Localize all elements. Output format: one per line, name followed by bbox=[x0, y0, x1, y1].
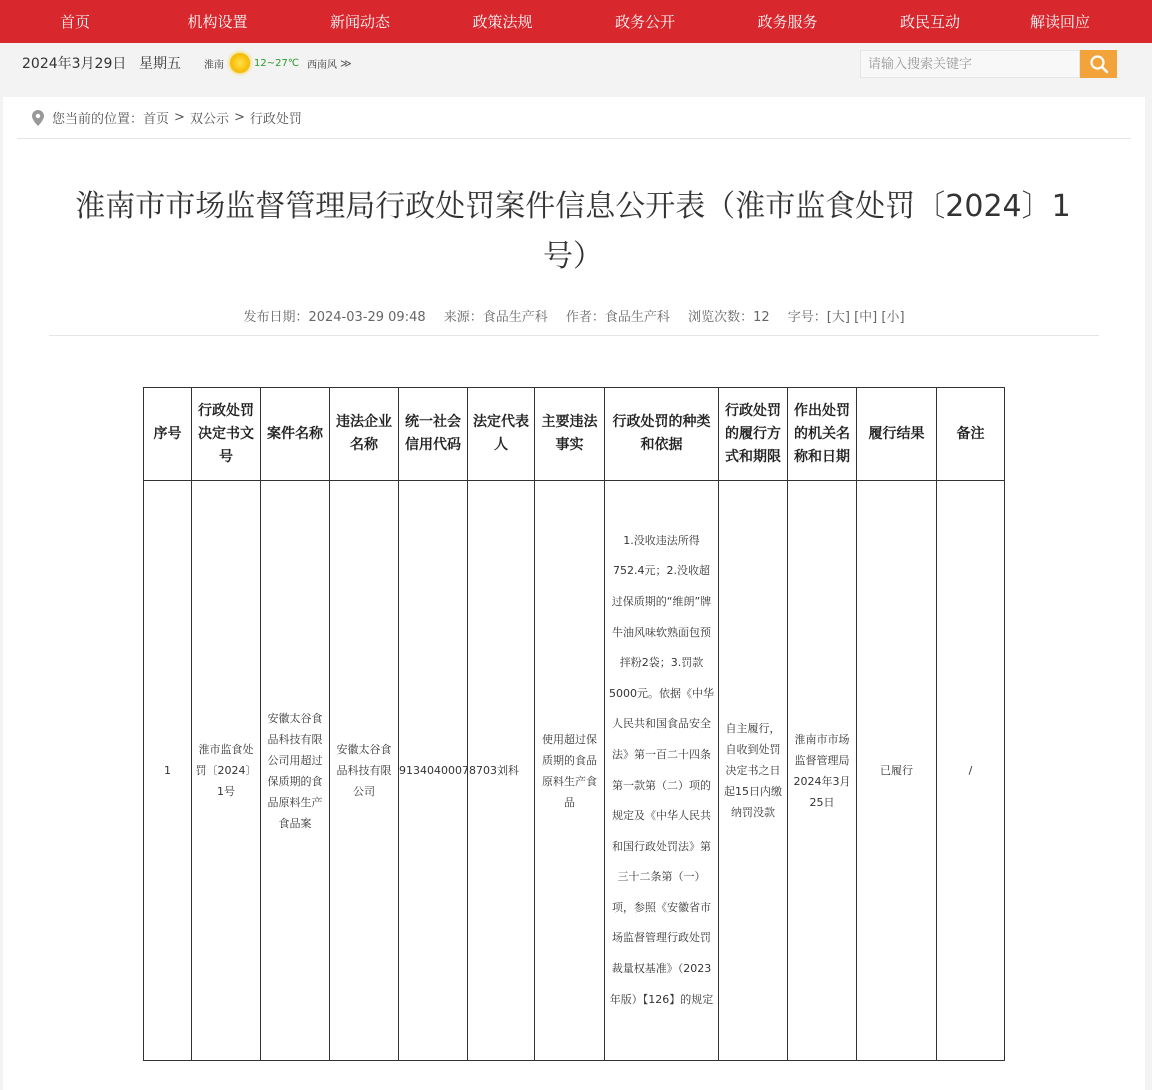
cell-credit-code: 91340400078703刘科 bbox=[399, 481, 468, 1061]
header-legal-rep: 法定代表人 bbox=[468, 388, 535, 481]
nav-item-policy[interactable]: 政策法规 bbox=[472, 13, 533, 31]
nav-item-home[interactable]: 首页 bbox=[59, 13, 90, 31]
page-title: 淮南市市场监督管理局行政处罚案件信息公开表（淮市监食处罚〔2024〕1号） bbox=[75, 189, 1071, 274]
search-input[interactable] bbox=[860, 50, 1080, 78]
breadcrumb-double-publicity[interactable]: 双公示 bbox=[189, 112, 229, 127]
article-source: 来源：食品生产科 bbox=[443, 310, 548, 325]
cell-decision-no: 淮市监食处罚〔2024〕1号 bbox=[192, 481, 261, 1061]
publish-date: 发布日期：2024-03-29 09:48 bbox=[243, 310, 426, 325]
current-weekday: 星期五 bbox=[139, 56, 181, 72]
header-remark: 备注 bbox=[937, 388, 1005, 481]
search-icon bbox=[1089, 54, 1109, 74]
header-credit-code: 统一社会信用代码 bbox=[399, 388, 468, 481]
table-row bbox=[144, 481, 1005, 1061]
breadcrumb bbox=[17, 97, 1131, 139]
cell-company: 安徽太谷食品科技有限公司 bbox=[330, 481, 399, 1061]
view-count: 浏览次数：12 bbox=[688, 310, 770, 325]
sun-icon bbox=[230, 53, 250, 73]
font-size-medium-link[interactable]: [中] bbox=[854, 310, 878, 325]
font-size-large-link[interactable]: [大] bbox=[826, 310, 850, 325]
cell-index: 1 bbox=[144, 481, 192, 1061]
cell-performance: 自主履行，自收到处罚决定书之日起15日内缴纳罚没款 bbox=[719, 481, 788, 1061]
header-facts: 主要违法事实 bbox=[535, 388, 605, 481]
nav-item-news[interactable]: 新闻动态 bbox=[329, 13, 390, 31]
header-index: 序号 bbox=[144, 388, 192, 481]
header-result: 履行结果 bbox=[857, 388, 937, 481]
header-authority: 作出处罚的机关名称和日期 bbox=[788, 388, 857, 481]
location-pin-icon bbox=[32, 110, 44, 126]
header-decision-no: 行政处罚决定书文号 bbox=[192, 388, 261, 481]
nav-item-organization[interactable]: 机构设置 bbox=[187, 13, 248, 31]
header-company: 违法企业名称 bbox=[330, 388, 399, 481]
cell-penalty: 1.没收违法所得752.4元；2.没收超过保质期的“维朗”牌牛油风味软熟面包预拌粉2袋；3.罚款5000元。依据《中华人民共和国食品安全法》第一百二十四条第一款第（二）项的规定及《中华人民共和国行政处罚法》第三十二条第（一）项，参照《安徽省市场监督管理行政处罚裁量权基准》（2023年版）【126】的规定 bbox=[605, 481, 719, 1061]
header-penalty: 行政处罚的种类和依据 bbox=[605, 388, 719, 481]
nav-item-public-affairs[interactable]: 政务公开 bbox=[614, 13, 675, 31]
content-container bbox=[3, 97, 1145, 1090]
info-bar bbox=[0, 43, 1152, 82]
search-button[interactable] bbox=[1080, 50, 1117, 78]
cell-facts: 使用超过保质期的食品原料生产食品 bbox=[535, 481, 605, 1061]
article-author: 作者：食品生产科 bbox=[565, 310, 670, 325]
current-date: 2024年3月29日 bbox=[22, 56, 127, 72]
cell-remark: / bbox=[937, 481, 1005, 1061]
breadcrumb-separator: > bbox=[174, 110, 185, 125]
cell-result: 已履行 bbox=[857, 481, 937, 1061]
font-size-small-link[interactable]: [小] bbox=[881, 310, 905, 325]
article-meta bbox=[49, 306, 1099, 325]
weather-temp: 12~27℃ bbox=[254, 57, 300, 69]
weather-more-icon[interactable]: ≫ bbox=[340, 56, 352, 70]
weather-wind: 西南风 bbox=[307, 59, 338, 71]
cell-authority: 淮南市市场监督管理局2024年3月25日 bbox=[788, 481, 857, 1061]
meta-divider bbox=[49, 335, 1099, 336]
breadcrumb-separator: > bbox=[233, 110, 245, 125]
penalty-info-table bbox=[143, 387, 1005, 1061]
breadcrumb-administrative-penalty[interactable]: 行政处罚 bbox=[249, 112, 302, 127]
breadcrumb-prefix: 您当前的位置： bbox=[52, 112, 144, 127]
cell-case-name: 安徽太谷食品科技有限公司用超过保质期的食品原料生产食品案 bbox=[261, 481, 330, 1061]
weather-city: 淮南 bbox=[204, 59, 224, 71]
nav-item-services[interactable]: 政务服务 bbox=[757, 13, 818, 31]
table-header-row bbox=[144, 388, 1005, 481]
font-size-controls bbox=[788, 310, 905, 325]
breadcrumb-home[interactable]: 首页 bbox=[143, 112, 170, 127]
nav-item-interaction[interactable]: 政民互动 bbox=[899, 13, 960, 31]
top-navigation bbox=[0, 0, 1152, 43]
font-size-label: 字号： bbox=[787, 310, 827, 325]
header-case-name: 案件名称 bbox=[261, 388, 330, 481]
header-performance: 行政处罚的履行方式和期限 bbox=[719, 388, 788, 481]
search-box bbox=[860, 50, 1117, 78]
nav-item-interpretation[interactable]: 解读回应 bbox=[1029, 13, 1090, 31]
weather-widget[interactable] bbox=[204, 53, 352, 73]
